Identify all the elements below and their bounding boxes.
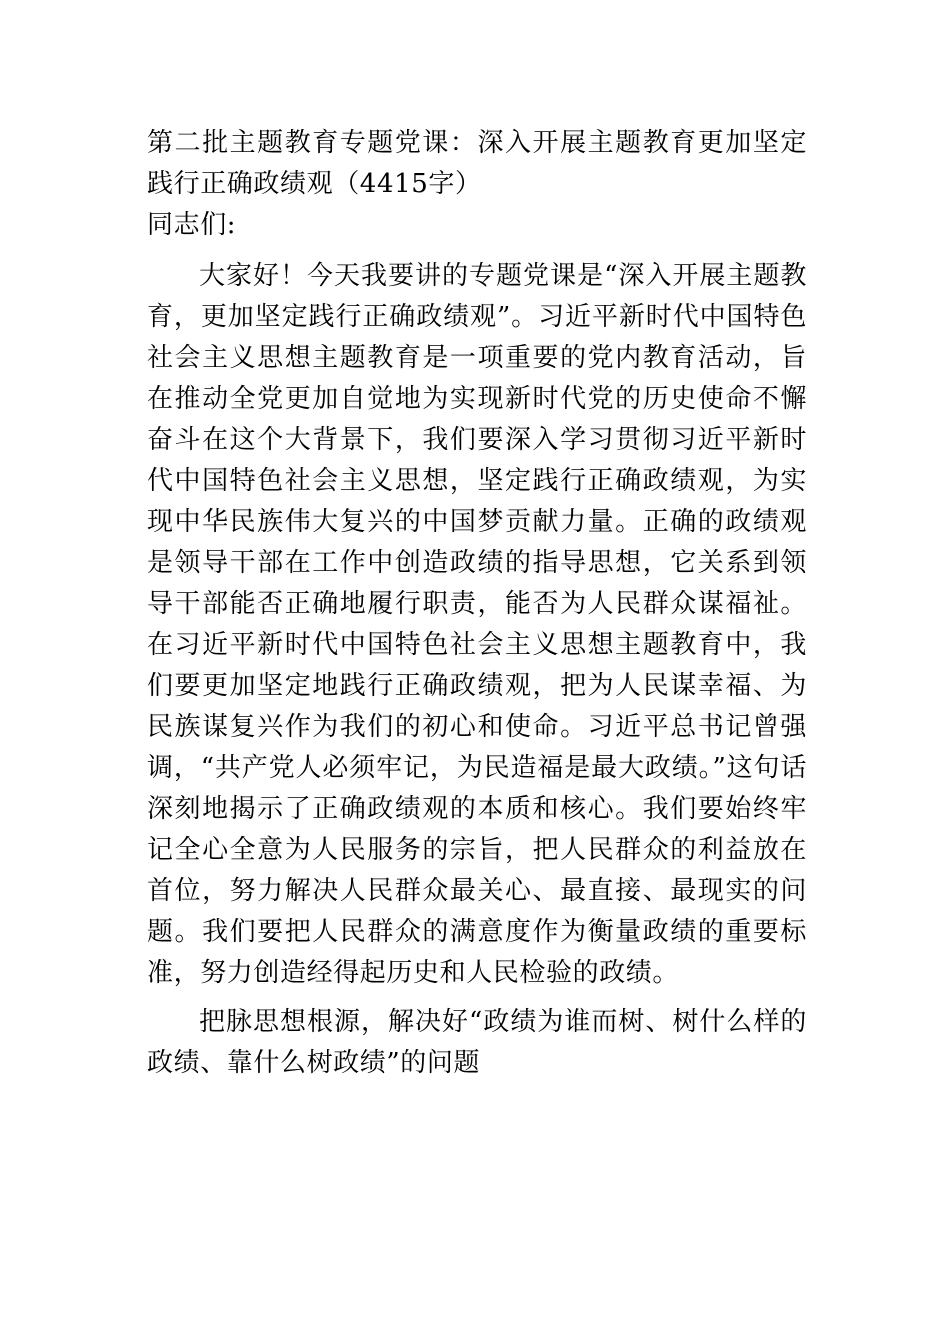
- salutation: 同志们:: [147, 210, 237, 240]
- body-paragraph-1: 大家好！今天我要讲的专题党课是“深入开展主题教育，更加坚定践行正确政绩观”。习近平新时代中国特色社会主义思想主题教育是一项重要的党内教育活动，旨在推动全党更加自觉地为实现新时代党的历史使命不懈奋斗在这个大背景下，我们要深入学习贯彻习近平新时代中国特色社会主义思想，坚定践行正确政绩观，为实现中华民族伟大复兴的中国梦贡献力量。正确的政绩观是领导干部在工作中创造政绩的指导思想，它关系到领导干部能否正确地履行职责，能否为人民群众谋福祉。在习近平新时代中国特色社会主义思想主题教育中，我们要更加坚定地践行正确政绩观，把为人民谋幸福、为民族谋复兴作为我们的初心和使命。习近平总书记曾强调，“共产党人必须牢记，为民造福是最大政绩。”这句话深刻地揭示了正确政绩观的本质和核心。我们要始终牢记全心全意为人民服务的宗旨，把人民群众的利益放在首位，努力解决人民群众最关心、最直接、最现实的问题。我们要把人民群众的满意度作为衡量政绩的重要标准，努力创造经得起历史和人民检验的政绩。: [147, 261, 807, 988]
- body-paragraph-2: 把脉思想根源，解决好“政绩为谁而树、树什么样的政绩、靠什么树政绩”的问题: [147, 1007, 807, 1078]
- document-title: 第二批主题教育专题党课：深入开展主题教育更加坚定践行正确政绩观（4415字）: [147, 128, 807, 199]
- document-body: [147, 123, 807, 1084]
